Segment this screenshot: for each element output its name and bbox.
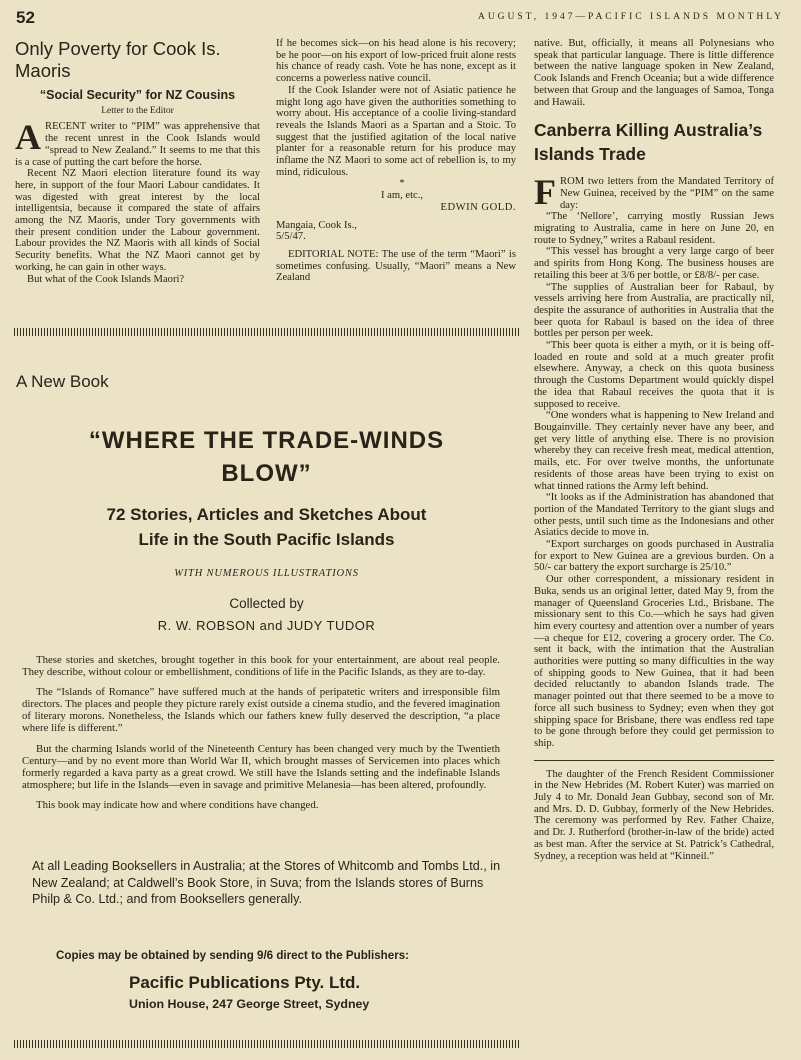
ad-subtitle: 72 Stories, Articles and Sketches About Life in the South Pacific Islands xyxy=(106,505,427,549)
signoff: I am, etc., xyxy=(380,190,424,202)
page-number: 52 xyxy=(16,8,35,27)
ad-stockists: At all Leading Booksellers in Australia; at the Stores of Whitcomb and Tombs Ltd., in New Zealand; at Caldwell’s Book Store, in Suva; from the Islands stores of Burns Philp & Co. Ltd.; and from Booksellers generally. xyxy=(32,859,501,906)
ad-address: Union House, 247 George Street, Sydney xyxy=(129,997,370,1011)
book-advertisement xyxy=(14,372,519,1042)
item-divider xyxy=(534,760,774,761)
canberra-para: “This vessel has brought a very large cargo of beer and spirits from Hong Kong. The business houses are retailing this beer at 3/6 per bottle, or £8/8/- per case. xyxy=(534,246,774,281)
signature: EDWIN GOLD. xyxy=(440,201,516,213)
wedding-news-item: The daughter of the French Resident Commissioner in the New Hebrides (M. Robert Kuter) was married on July 4 to Mr. Donald Jean Gubbay, second son of Mr. and Mrs. D. D. Gubbay, formerly of the New Hebrides. The ceremony was performed by Rev. Father Chaize, and Dr. J. Rutherford (brother-in-law of the bride) acted as best man. After the service at St. Patrick’s Cathedral, Sydney, a reception was held at “Kinneil.” xyxy=(534,768,774,862)
dropcap: F xyxy=(534,172,556,213)
running-head: AUGUST, 1947—PACIFIC ISLANDS MONTHLY xyxy=(477,12,784,22)
cook-article-col-1 xyxy=(15,38,260,285)
right-column xyxy=(534,38,774,862)
ad-para: The “Islands of Romance” have suffered much at the hands of peripatetic writers and irresponsible film directors. The places and people they picture rarely exist outside a cinema studio, and the fevered imagination of literary morons. Nonetheless, the Islands which our fathers knew fully deserved the description, “a place where life is different.” xyxy=(22,686,500,735)
letter-date: 5/5/47. xyxy=(276,231,306,243)
cook-article-para-1: ARECENT writer to “PIM” was apprehensive that the recent unrest in the Cook Islands would “spread to New Zealand.” It seems to me that this is a case of putting the cart before the horse. xyxy=(15,117,260,168)
ad-kicker: A New Book xyxy=(16,372,109,391)
ad-title: “WHERE THE TRADE-WINDS BLOW” xyxy=(88,427,445,487)
divider-rule-bottom xyxy=(14,1040,519,1048)
canberra-para: “It looks as if the Administration has abandoned that portion of the Mandated Territory to the giant slugs and other pests, until such time as the Indonesians and other Asiatics decide to move in. xyxy=(534,492,774,539)
ad-illustrations-note: WITH NUMEROUS ILLUSTRATIONS xyxy=(174,568,359,579)
editorial-note-continued: native. But, officially, it means all Polynesians who speak that particular language. There is little difference between the native language spoken in New Zealand, Cook Islands and French Oceania; but a wide difference between that Group and the languages of Samoa, Tonga and Hawaii. xyxy=(534,38,774,108)
canberra-para-1: FROM two letters from the Mandated Territory of New Guinea, received by the “PIM” on the same day: xyxy=(534,172,774,213)
canberra-article-headline: Canberra Killing Australia’s Islands Trade xyxy=(534,120,763,165)
ad-para: But the charming Islands world of the Nineteenth Century has been changed very much by the Twentieth Century—and by no event more than World War II, which brought masses of Servicemen into places which formerly regarded a kava party as a great crowd. We still have the Islands setting and the indefinable Islands atmosphere; but life in the Islands—even in savage and primitive Melanesia—has been altered, profoundly. xyxy=(22,742,500,791)
letter-place: Mangaia, Cook Is., xyxy=(276,219,357,231)
cook-article-col-2 xyxy=(276,38,516,284)
cook-article-label: Letter to the Editor xyxy=(101,105,174,116)
cook-article-para-4: If he becomes sick—on his head alone is his recovery; be he poor—on his export of low-priced fruit alone rests his chance of ready cash. Vote he has none, except as it concerns a powerless native council. xyxy=(276,38,516,85)
canberra-para: “The supplies of Australian beer for Rabaul, by vessels arriving here from Australia, are practically nil, despite the assurance of authorities in Australia that the beer quota for Rabaul is based on the idea of three bottles per person per week. xyxy=(534,281,774,340)
canberra-para: “The ‘Nellore’, carrying mostly Russian Jews migrating to Australia, came in here on June 20, en route to Sydney,” writes a Rabaul resident. xyxy=(534,211,774,246)
ad-publisher: Pacific Publications Pty. Ltd. xyxy=(129,973,361,992)
cook-article-headline: Only Poverty for Cook Is. Maoris xyxy=(15,38,221,81)
editorial-note-start: EDITORIAL NOTE: The use of the term “Maori” is sometimes confusing. Usually, “Maori” means a New Zealand xyxy=(276,248,516,284)
canberra-para: “This beer quota is either a myth, or it is being off-loaded en route and sold at a much greater profit elsewhere. Anyway, a check on this quota business through the Customs Department would quickly dispel the idea that Rabaul receives the quota that it is supposed to receive. xyxy=(534,340,774,410)
canberra-para: Our other correspondent, a missionary resident in Buka, sends us an original letter, dated May 9, from the manager of Queensland Groceries Ltd., Brisbane. The missionary sent to this Co.—which he says had given him every courtesy and attention over a number of years—a cheque for £12, covering a grocery order. The Co. sent it back, with the intimation that the Australian authorities were putting so many difficulties in the way of shipping goods to New Guinea, that it had been decided reluctantly to abandon Islands trade. The manager pointed out that there seemed to be a move to force all such business to Sydney; even when they got shipping space for Brisbane, there was endless red tape to be gone through before they could get permission to ship. xyxy=(534,574,774,749)
ad-body xyxy=(22,654,500,819)
canberra-para: “Export surcharges on goods purchased in Australia for export to New Guinea are a grevious burden. On a 50/- car battery the export surcharge is 25/10.” xyxy=(534,539,774,574)
ad-collected-by: Collected by xyxy=(229,596,304,611)
ad-para: This book may indicate how and where conditions have changed. xyxy=(36,798,319,811)
ad-copies-offer: Copies may be obtained by sending 9/6 direct to the Publishers: xyxy=(56,949,410,962)
dropcap: A xyxy=(15,117,41,158)
ad-authors: R. W. ROBSON and JUDY TUDOR xyxy=(157,618,376,633)
asterisk-ornament: * xyxy=(399,178,405,190)
cook-article-para-3: But what of the Cook Islands Maori? xyxy=(27,273,185,285)
cook-article-para-2: Recent NZ Maori election literature found its way here, in support of the four Maori Labour candidates. It was digested with great interest by the local intelligentsia, because it compared the state of affairs among the NZ Maoris, under Tory governments with their present condition under the Labour government. Labour provides the NZ Maoris with all kinds of Social Security benefits. What the NZ Maori cannot get by working, he can gain in other ways. xyxy=(15,168,260,273)
cook-article-para-5: If the Cook Islander were not of Asiatic patience he might long ago have given the authorities something to worry about. His acceptance of a coolie living-standard reveals the Islands Maori as a Spartan and a Stoic. To suggest that the justified agitation of the local native planter for a reasonable return for his produce may inflame the NZ Maori to some act of rebellion is, to my mind, ridiculous. xyxy=(276,84,516,178)
cook-article-subhead: “Social Security” for NZ Cousins xyxy=(39,88,236,102)
canberra-para: “One wonders what is happening to New Ireland and Bougainville. They certainly never have any beer, and get very little of anything else. There is no provision whereby they can receive fresh meat, medical attention, mails, etc. For over twelve months, the unfortunate residents of those areas have been trying to exist on what tinned rations the Army left behind. xyxy=(534,410,774,492)
page-header xyxy=(14,8,784,32)
divider-rule-top xyxy=(14,328,519,336)
ad-para: These stories and sketches, brought together in this book for your entertainment, are about real people. They describe, without colour or embellishment, conditions of life in the Pacific Islands, as they are to-day. xyxy=(22,654,500,679)
